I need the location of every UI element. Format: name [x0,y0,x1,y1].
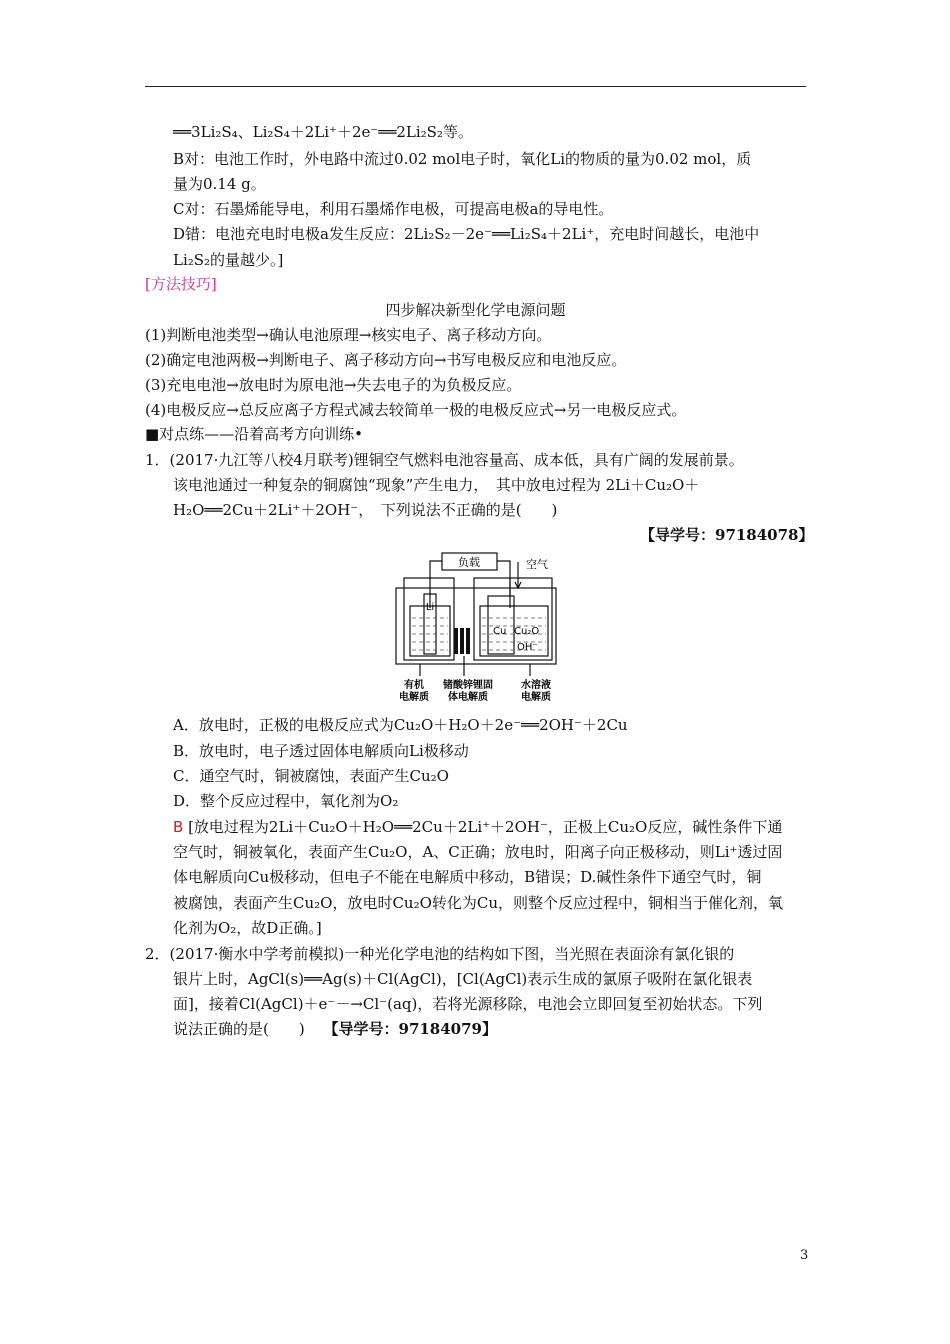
page-number: 3 [800,1248,809,1263]
option-b: B．放电时，电子透过固体电解质向Li极移动 [173,742,469,760]
caption-middle: 体电解质 [448,692,488,703]
answer-1-line: 空气时，铜被氧化，表面产生Cu₂O，A、C正确；放电时，阳离子向正极移动，则Li⁺透过固 [173,843,783,861]
question-2-line: 2．(2017·衡水中学考前模拟)一种光化学电池的结构如下图，当光照在表面涂有氯化银的 [145,945,735,963]
cu2o-label: Cu₂O [514,626,540,637]
question-1-line: 该电池通过一种复杂的铜腐蚀“现象”产生电力， 其中放电过程为 2Li＋Cu₂O＋ [173,476,700,494]
solid-electrolyte [454,628,470,654]
answer-letter: B [173,818,184,836]
answer-1-first-line [173,817,782,837]
question-2-line: 银片上时，AgCl(s)══Ag(s)＋Cl(AgCl)，[Cl(AgCl)表示生成的氯原子吸附在氯化银表 [173,970,753,988]
battery-diagram [390,548,560,708]
text-line: ══3Li₂S₄、Li₂S₄＋2Li⁺＋2e⁻══2Li₂S₂等。 [173,123,473,141]
right-vessel [474,578,552,660]
answer-1-line: 被腐蚀，表面产生Cu₂O，放电时Cu₂O转化为Cu，则整个反应过程中，铜相当于催化剂，氧 [173,894,784,912]
text-line: B对：电池工作时，外电路中流过0.02 mol电子时，氧化Li的物质的量为0.02 mol，质 [173,150,752,168]
guide-number-2: 【导学号：97184079】 [323,1020,497,1038]
question-2-last-line [173,1019,497,1039]
answer-1-line: 化剂为O₂，故D正确。] [173,919,322,937]
load-label: 负载 [458,556,480,569]
text-line: 量为0.14 g。 [173,175,266,193]
answer-text: [放电过程为2Li＋Cu₂O＋H₂O══2Cu＋2Li⁺＋2OH⁻，正极上Cu₂O反应，碱性条件下通 [188,818,783,836]
left-vessel [404,578,454,660]
oh-label: OH⁻ [517,642,538,653]
caption-middle: 锗酸锌锂固 [443,680,493,691]
guide-number-1: 【导学号：97184078】 [640,526,814,544]
option-a: A．放电时，正极的电极反应式为Cu₂O＋H₂O＋2e⁻══2OH⁻＋2Cu [173,716,628,734]
method-step: (2)确定电池两极→判断电子、离子移动方向→书写电极反应和电池反应。 [145,351,627,369]
method-title: 四步解决新型化学电源问题 [385,301,566,319]
question-1-line: H₂O══2Cu＋2Li⁺＋2OH⁻， 下列说法不正确的是( ) [173,501,558,519]
text-line: C对：石墨烯能导电，利用石墨烯作电极，可提高电极a的导电性。 [173,200,614,218]
practice-heading: ■对点练——沿着高考方向训练• [145,425,364,443]
method-heading: [方法技巧] [145,275,217,293]
method-step: (4)电极反应→总反应离子方程式减去较简单一极的电极反应式→另一电极反应式。 [145,401,687,419]
text-line: Li₂S₂的量越少。] [173,251,284,269]
method-step: (1)判断电池类型→确认电池原理→核实电子、离子移动方向。 [145,326,552,344]
answer-1-line: 体电解质向Cu极移动，但电子不能在电解质中移动，B错误；D.碱性条件下通空气时，铜 [173,868,762,886]
option-c: C．通空气时，铜被腐蚀，表面产生Cu₂O [173,767,449,785]
cu-label: Cu [493,626,507,637]
question-1-line: 1．(2017·九江等八校4月联考)锂铜空气燃料电池容量高、成本低，具有广阔的发展前景。 [145,451,744,469]
text-line: D错：电池充电时电极a发生反应：2Li₂S₂－2e⁻══Li₂S₄＋2Li⁺，充电时间越长，电池中 [173,225,760,243]
air-label: 空气 [526,558,548,571]
li-label: Li [425,602,435,613]
header-rule [145,86,806,87]
option-d: D．整个反应过程中，氧化剂为O₂ [173,792,399,810]
caption-left: 有机 [404,680,424,691]
caption-left: 电解质 [399,692,429,703]
question-2-text: 说法正确的是( ) [173,1020,305,1038]
question-2-line: 面]，接着Cl(AgCl)＋e⁻－→Cl⁻(aq)，若将光源移除，电池会立即回复至初始状态。下列 [173,995,763,1013]
caption-right: 水溶液 [521,680,551,691]
method-step: (3)充电电池→放电时为原电池→失去电子的为负极反应。 [145,376,522,394]
caption-right: 电解质 [521,692,551,703]
